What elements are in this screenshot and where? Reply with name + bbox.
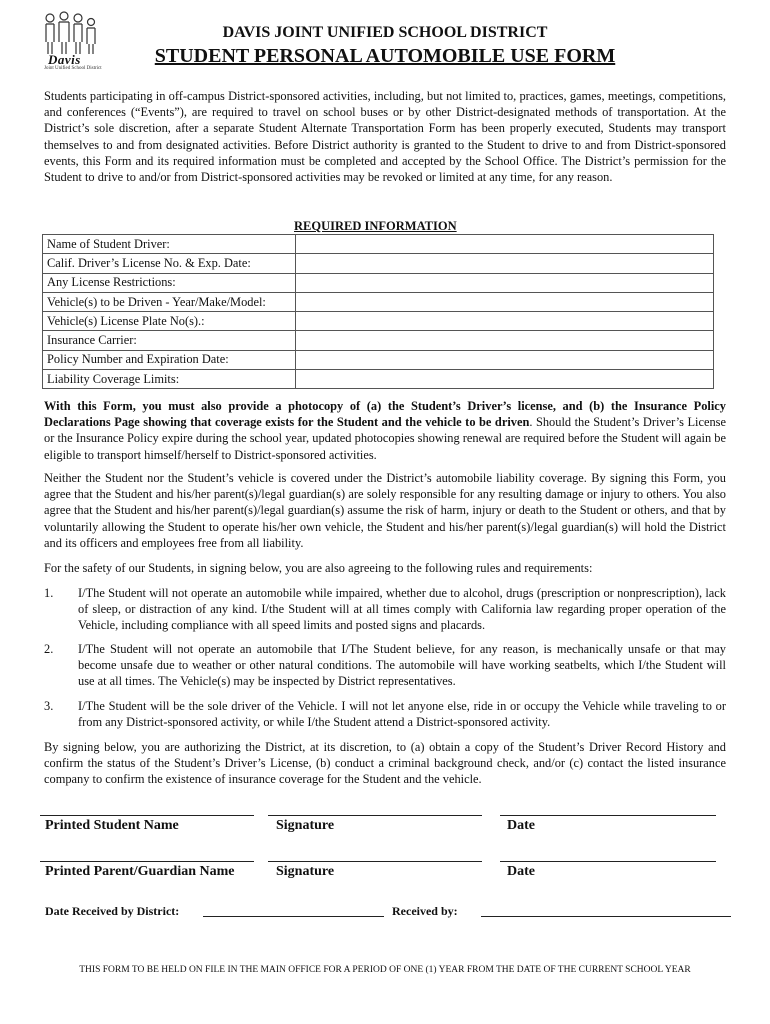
license-restrictions-field[interactable] — [296, 273, 714, 292]
rule-number: 3. — [44, 699, 54, 713]
logo-subtext: Joint Unified School District — [44, 66, 102, 71]
parent-date-line[interactable] — [500, 861, 716, 862]
row-label: Vehicle(s) License Plate No(s).: — [43, 312, 296, 331]
photocopy-rest-text: . Should the Student’s Driver’s License or the Insurance Policy expire during the school year, updated photocopies showing renewal are required before the Student will again be eligible to transport himself/herself to District-sponsored activities. — [44, 415, 726, 462]
required-info-title: REQUIRED INFORMATION — [294, 219, 457, 233]
rule-text: I/The Student will be the sole driver of the Vehicle. I will not let anyone else, ride in or occupy the Vehicle while traveling to or from any District-sponsored activity, or while I/the Student attend a District-sponsored activity. — [78, 699, 726, 730]
date-label: Date — [507, 864, 535, 879]
district-name: DAVIS JOINT UNIFIED SCHOOL DISTRICT — [222, 24, 548, 41]
date-received-line[interactable] — [203, 916, 384, 917]
table-row — [43, 370, 714, 389]
intro-paragraph: Students participating in off-campus District-sponsored activities, including, but not limited to, practices, games, meetings, competitions, and conferences (“Events”), are required to travel on school buses or by other District-designated methods of transportation. At the District’s sole discretion, after a separate Student Alternate Transportation Form has been properly executed, Students may transport themselves to and from designated activities. Before District authority is granted to the Student to drive to and from District-sponsored events, this Form and its required information must be completed and accepted by the School Office. The District’s permission for the Student to drive to and/or from District-sponsored activities may be revoked or limited at any time, for any reason. — [44, 89, 726, 185]
vehicle-field[interactable] — [296, 292, 714, 311]
row-label: Policy Number and Expiration Date: — [43, 350, 296, 369]
row-label: Vehicle(s) to be Driven - Year/Make/Model: — [43, 292, 296, 311]
license-plate-field[interactable] — [296, 312, 714, 331]
rule-text: I/The Student will not operate an automobile that I/The Student believe, for any reason, is mechanically unsafe or that may become unsafe due to weather or other natural conditions. The automobile will have working seatbelts, which I/the Student will use at all times. The Vehicle(s) may be inspected by District representatives. — [78, 642, 726, 689]
coverage-limits-field[interactable] — [296, 370, 714, 389]
student-date-line[interactable] — [500, 815, 716, 816]
student-driver-name-field[interactable] — [296, 235, 714, 254]
liability-paragraph: Neither the Student nor the Student’s vehicle is covered under the District’s automobile liability coverage. By signing this Form, you agree that the Student and his/her parent(s)/legal guardian(s) are solely responsible for any resulting damage or injury to others. You also agree that the Student and his/her parent(s)/legal guardian(s) assume the risk of harm, injury or death to the Student or others, and that by voluntarily allowing the Student to operate his/her own vehicle, the Student and his/her parent(s)/legal guardian(s) will hold the District and its officers and employees free from all liability. — [44, 471, 726, 550]
table-row — [43, 312, 714, 331]
required-info-table — [42, 234, 714, 389]
row-label: Name of Student Driver: — [43, 235, 296, 254]
row-label: Any License Restrictions: — [43, 273, 296, 292]
rule-item — [44, 585, 726, 634]
authorize-paragraph: By signing below, you are authorizing the District, at its discretion, to (a) obtain a copy of the Student’s Driver Record History and confirm the status of the Student’s Driver’s License, (b) conduct a criminal background check, and/or (c) contact the listed insurance company to confirm the existence of insurance coverage for the Student and the vehicle. — [44, 740, 726, 787]
received-by-line[interactable] — [481, 916, 731, 917]
safety-intro: For the safety of our Students, in signing below, you are also agreeing to the following rules and requirements: — [44, 561, 593, 575]
student-signature-line[interactable] — [268, 815, 482, 816]
insurance-carrier-field[interactable] — [296, 331, 714, 350]
parent-name-line[interactable] — [40, 861, 254, 862]
rule-item — [44, 698, 726, 730]
student-name-label: Printed Student Name — [45, 818, 179, 833]
rule-number: 1. — [44, 586, 54, 600]
row-label: Calif. Driver’s License No. & Exp. Date: — [43, 254, 296, 273]
signature-label: Signature — [276, 864, 335, 879]
footer-note: THIS FORM TO BE HELD ON FILE IN THE MAIN OFFICE FOR A PERIOD OF ONE (1) YEAR FROM THE DATE OF THE CURRENT SCHOOL YEAR — [79, 965, 691, 975]
rule-item — [44, 641, 726, 690]
parent-signature-line[interactable] — [268, 861, 482, 862]
rule-number: 2. — [44, 642, 54, 656]
table-row — [43, 350, 714, 369]
table-row — [43, 292, 714, 311]
license-number-field[interactable] — [296, 254, 714, 273]
signature-label: Signature — [276, 818, 335, 833]
table-row — [43, 254, 714, 273]
form-title: STUDENT PERSONAL AUTOMOBILE USE FORM — [154, 45, 616, 67]
date-label: Date — [507, 818, 535, 833]
date-received-label: Date Received by District: — [45, 904, 180, 918]
student-name-line[interactable] — [40, 815, 254, 816]
parent-name-label: Printed Parent/Guardian Name — [45, 864, 235, 879]
logo-text: Davis — [48, 52, 81, 67]
photocopy-bold-text: With this Form, you must also provide a photocopy of (a) the Student’s Driver’s license, and (b) the Insurance Policy Declarations Page showing that coverage exists for the Student and the vehicle to be driven — [44, 399, 726, 430]
table-row — [43, 331, 714, 350]
photocopy-paragraph — [44, 398, 726, 463]
rule-text: I/The Student will not operate an automobile while impaired, whether due to alcohol, drugs (prescription or nonprescription), lack of sleep, or distraction of any kind. I/the Student will at all times comply with California law regarding proper operation of the Vehicle, including compliance with all speed limits and posted signs and placards. — [78, 586, 726, 633]
row-label: Liability Coverage Limits: — [43, 370, 296, 389]
received-by-label: Received by: — [392, 904, 458, 918]
row-label: Insurance Carrier: — [43, 331, 296, 350]
table-row — [43, 235, 714, 254]
policy-number-field[interactable] — [296, 350, 714, 369]
table-row — [43, 273, 714, 292]
